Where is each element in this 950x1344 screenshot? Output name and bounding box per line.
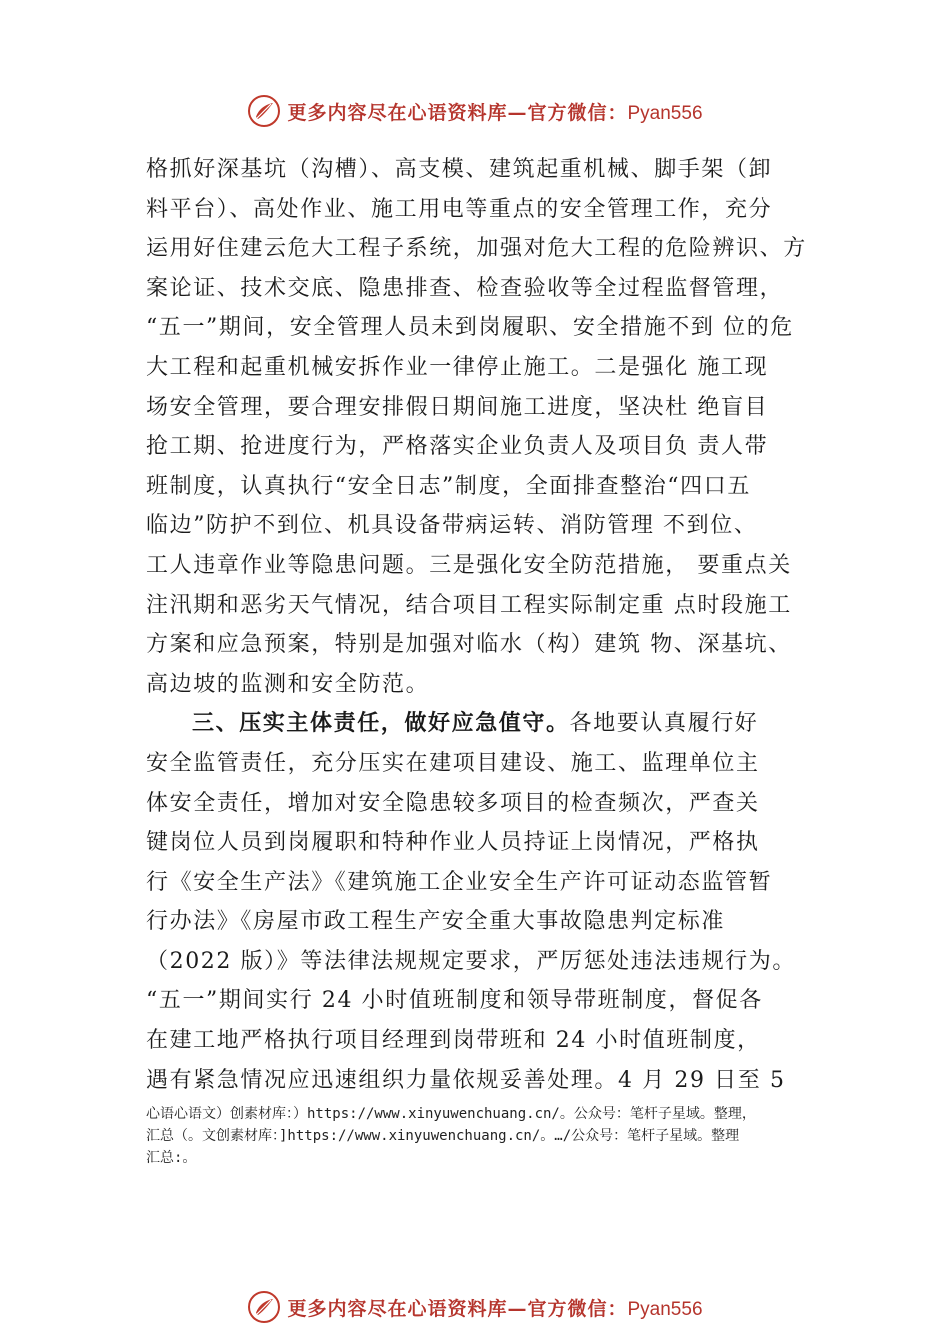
- brand-logo-icon: [247, 1290, 281, 1324]
- section-heading: 三、压实主体责任，做好应急值守。: [192, 710, 570, 737]
- header-banner-text: [287, 98, 702, 125]
- body-line: “五一”期间，安全管理人员未到岗履职、安全措施不到 位的危: [146, 315, 794, 341]
- section-line: 遇有紧急情况应迅速组织力量依规妥善处理。4 月 29 日至 5: [146, 1067, 786, 1093]
- section-line: 行《安全生产法》《建筑施工企业安全生产许可证动态监管暂: [146, 869, 773, 895]
- body-line: 临边”防护不到位、机具设备带病运转、消防管理 不到位、: [146, 513, 758, 539]
- body-line: 格抓好深基坑（沟槽）、高支模、建筑起重机械、脚手架（卸: [146, 157, 773, 182]
- footnote: [146, 1103, 846, 1169]
- header-banner: [0, 94, 950, 128]
- body-line: 高边坡的监测和安全防范。: [146, 671, 430, 697]
- document-body: [146, 150, 836, 1100]
- section-line: （2022 版）》等法律法规规定要求，严厉惩处违法违规行为。: [146, 948, 796, 974]
- footer-banner: [0, 1290, 950, 1324]
- body-line: 工人违章作业等隐患问题。三是强化安全防范措施， 要重点关: [146, 552, 792, 578]
- footer-banner-red: 更多内容尽在心语资料库—官方微信：: [287, 1297, 628, 1320]
- footnote-line: 汇总（。文创素材库：]https://www.xinyuwenchuang.cn/。…/公众号：笔杆子星域。整理: [146, 1128, 740, 1144]
- brand-logo-icon: [247, 94, 281, 128]
- footer-banner-handle: Pyan556: [627, 1298, 703, 1320]
- body-line: 方案和应急预案，特别是加强对临水（构）建筑 物、深基坑、: [146, 632, 792, 658]
- header-banner-red: 更多内容尽在心语资料库—官方微信：: [287, 101, 628, 124]
- body-line: 运用好住建云危大工程子系统，加强对危大工程的危险辨识、方: [146, 236, 807, 262]
- body-line: 大工程和起重机械安拆作业一律停止施工。二是强化 施工现: [146, 354, 769, 380]
- section-line: “五一”期间实行 24 小时值班制度和领导带班制度，督促各: [146, 988, 763, 1014]
- section-line: 体安全责任，增加对安全隐患较多项目的检查频次，严查关: [146, 790, 760, 816]
- section-line: 键岗位人员到岗履职和特种作业人员持证上岗情况，严格执: [146, 830, 760, 856]
- footer-banner-text: [287, 1294, 702, 1321]
- body-line: 抢工期、抢进度行为，严格落实企业负责人及项目负 责人带: [146, 434, 769, 460]
- section-line: 在建工地严格执行项目经理到岗带班和 24 小时值班制度，: [146, 1028, 761, 1054]
- section-line: 安全监管责任，充分压实在建项目建设、施工、监理单位主: [146, 750, 760, 776]
- section-heading-tail: 各地要认真履行好: [569, 711, 759, 737]
- body-line: 案论证、技术交底、隐患排查、检查验收等全过程监督管理，: [146, 275, 784, 301]
- header-banner-handle: Pyan556: [627, 102, 703, 124]
- footnote-line: 汇总:。: [146, 1150, 197, 1166]
- body-line: 班制度，认真执行“安全日志”制度，全面排查整治“四口五: [146, 473, 751, 499]
- footnote-line: 心语心语文）创素材库：）https://www.xinyuwenchuang.cn/。公众号：笔杆子星域。整理，: [146, 1106, 756, 1122]
- section-line: 行办法》《房屋市政工程生产安全重大事故隐患判定标准: [146, 909, 726, 935]
- body-line: 场安全管理，要合理安排假日期间施工进度，坚决杜 绝盲目: [146, 394, 769, 420]
- body-line: 注汛期和恶劣天气情况，结合项目工程实际制定重 点时段施工: [146, 592, 792, 618]
- section-heading-line: [146, 704, 836, 744]
- body-line: 料平台）、高处作业、施工用电等重点的安全管理工作，充分: [146, 196, 773, 222]
